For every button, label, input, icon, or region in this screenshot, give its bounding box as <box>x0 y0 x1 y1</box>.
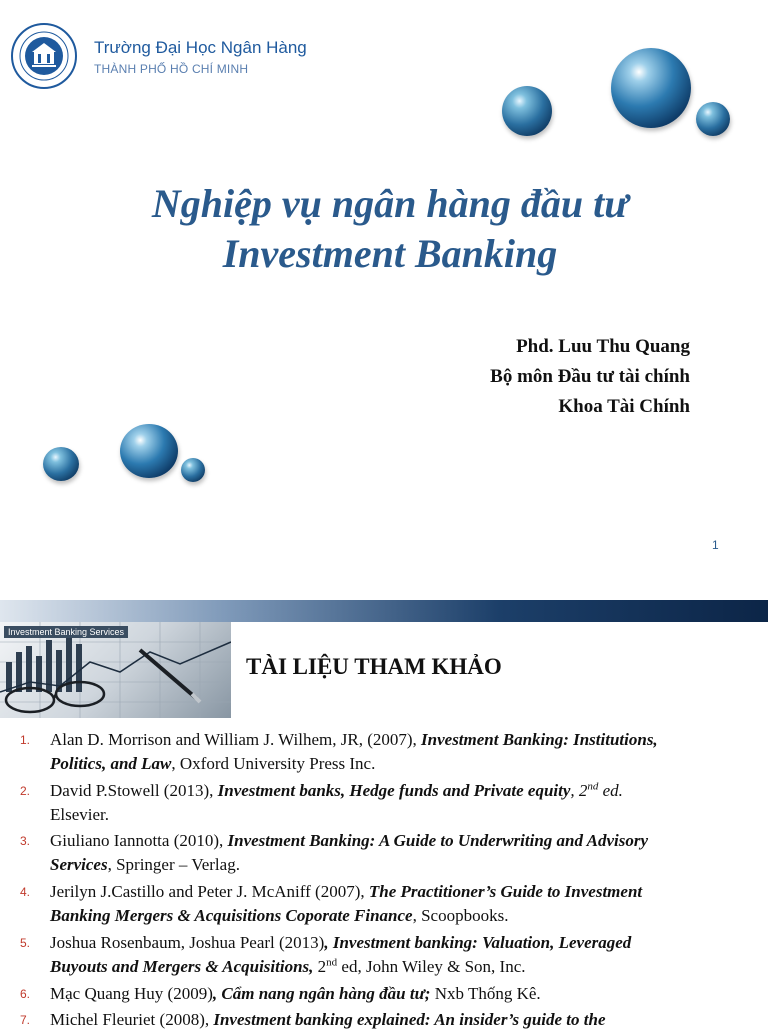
ref-authors: Mạc Quang Huy (2009) <box>50 984 213 1003</box>
ref-publisher: Nxb Thống Kê. <box>430 984 541 1003</box>
ref-authors: Jerilyn J.Castillo and Peter J. McAniff (2007), <box>50 882 369 901</box>
list-number: 7. <box>20 1013 31 1027</box>
reference-text <box>50 779 750 827</box>
ref-title: Investment banks, Hedge funds and Private equity <box>217 781 571 800</box>
list-number: 1. <box>20 733 31 747</box>
ref-title: , Cẩm nang ngân hàng đầu tư; <box>212 984 431 1003</box>
banner-label: Investment Banking Services <box>4 626 128 638</box>
ref-title: Buyouts and Mergers & Acquisitions, <box>50 957 314 976</box>
decorative-orb <box>120 424 178 478</box>
slide-subtitle: Investment Banking <box>222 231 558 276</box>
ref-publisher: Elsevier. <box>50 805 110 824</box>
ref-authors: Joshua Rosenbaum, Joshua Pearl (2013) <box>50 933 325 952</box>
decorative-orb <box>43 447 79 481</box>
ref-authors: Giuliano Iannotta (2010), <box>50 831 228 850</box>
university-city: THÀNH PHỐ HỒ CHÍ MINH <box>94 62 249 76</box>
author-faculty: Khoa Tài Chính <box>558 396 690 417</box>
ref-title: Investment Banking: A Guide to Underwriting and Advisory <box>227 831 649 850</box>
decorative-orb <box>181 458 205 482</box>
reference-text <box>50 1008 750 1032</box>
ref-title: Investment banking explained: An insider’s guide to the <box>213 1010 606 1029</box>
ref-edition: , 2 <box>570 781 588 800</box>
page-number: 1 <box>712 538 719 552</box>
ref-edition-sup: nd <box>587 780 599 793</box>
reference-text <box>50 829 750 877</box>
reference-text <box>50 880 750 928</box>
banner-image <box>0 622 231 718</box>
list-number: 5. <box>20 936 31 950</box>
university-name: Trường Đại Học Ngân Hàng <box>94 38 307 57</box>
ref-title: The Practitioner’s Guide to Investment <box>368 882 643 901</box>
reference-text <box>50 931 750 979</box>
ref-title: Services <box>50 855 108 874</box>
list-number: 3. <box>20 834 31 848</box>
ref-title: Banking Mergers & Acquisitions Coporate Finance <box>50 906 413 925</box>
ref-edition-sup: nd <box>326 956 338 969</box>
author-name: Phd. Luu Thu Quang <box>516 336 690 357</box>
author-department: Bộ môn Đầu tư tài chính <box>490 366 690 387</box>
ref-publisher: ed, John Wiley & Son, Inc. <box>337 957 526 976</box>
decorative-orb <box>502 86 552 136</box>
ref-authors: Michel Fleuriet (2008), <box>50 1010 214 1029</box>
ref-edition: ed. <box>598 781 623 800</box>
ref-authors: David P.Stowell (2013), <box>50 781 218 800</box>
decorative-orb <box>696 102 730 136</box>
slide-title: Nghiệp vụ ngân hàng đầu tư <box>151 181 629 226</box>
reference-text <box>50 728 750 776</box>
ref-edition: 2 <box>313 957 327 976</box>
list-number: 4. <box>20 885 31 899</box>
references-title: TÀI LIỆU THAM KHẢO <box>246 654 502 679</box>
ref-title: Politics, and Law <box>50 754 172 773</box>
ref-title: Investment Banking: Institutions, <box>421 730 658 749</box>
ref-authors: Alan D. Morrison and William J. Wilhem, JR, (2007), <box>50 730 422 749</box>
header-bar <box>0 600 768 622</box>
reference-text <box>50 982 750 1006</box>
ref-publisher: , Oxford University Press Inc. <box>171 754 376 773</box>
list-number: 6. <box>20 987 31 1001</box>
university-logo <box>10 22 78 90</box>
ref-publisher: , Scoopbooks. <box>412 906 509 925</box>
list-number: 2. <box>20 784 31 798</box>
decorative-orb <box>611 48 691 128</box>
references-slide <box>0 600 768 1029</box>
ref-publisher: , Springer – Verlag. <box>107 855 240 874</box>
ref-title: , Investment banking: Valuation, Leveraged <box>324 933 632 952</box>
